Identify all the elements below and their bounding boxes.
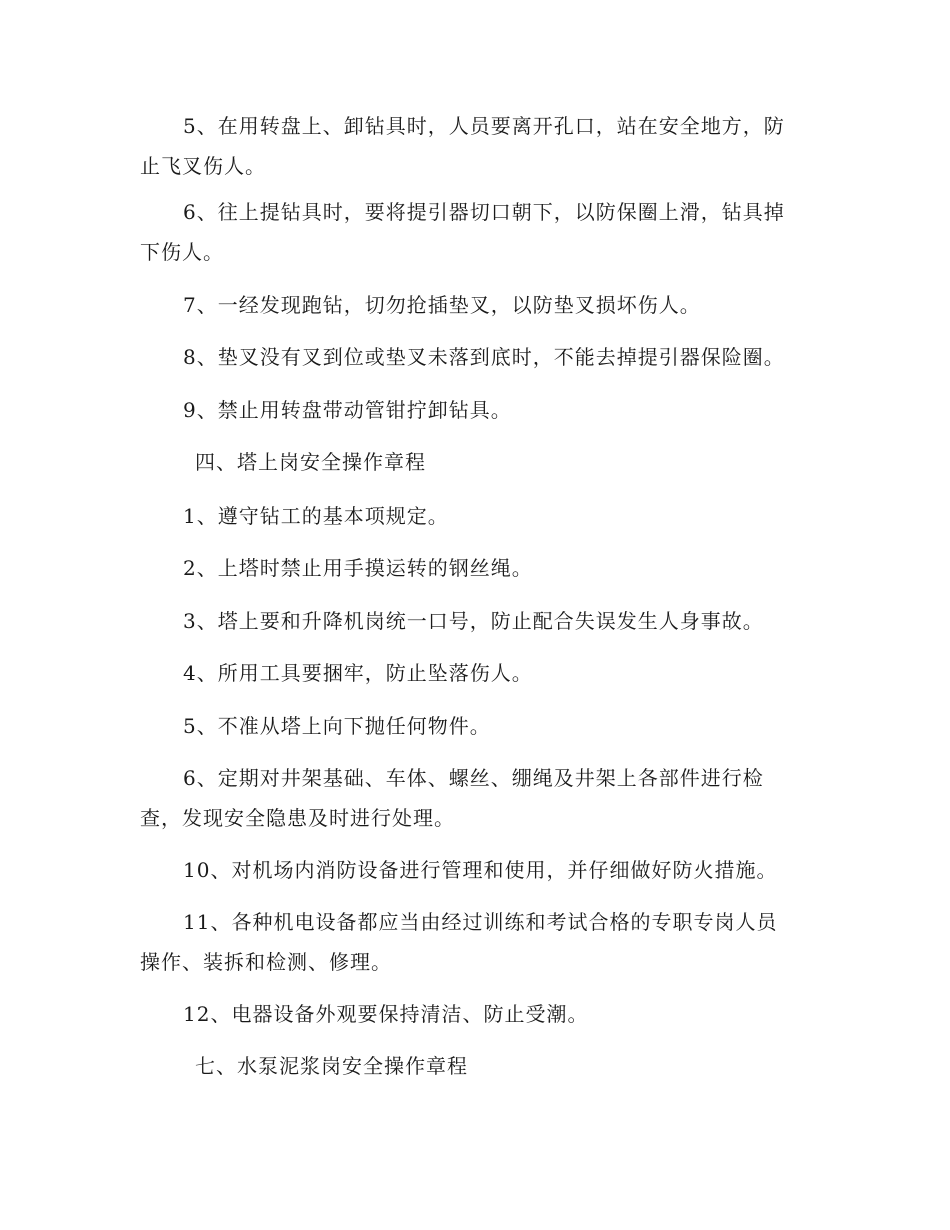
- paragraph-item-6-inspection: [140, 758, 810, 838]
- paragraph-item-5-no-throwing: [140, 706, 810, 746]
- section-heading: 七、水泵泥浆岗安全操作章程: [195, 1054, 468, 1078]
- paragraph-line: 3、塔上要和升降机岗统一口号，防止配合失误发生人身事故。: [183, 609, 764, 633]
- paragraph-line: 操作、装拆和检测、修理。: [140, 950, 392, 974]
- paragraph-item-3-signals: [140, 601, 810, 641]
- paragraph-item-8-fork: [140, 337, 810, 377]
- paragraph-item-7-runaway-drill: [140, 285, 810, 325]
- paragraph-item-6-lifting: [140, 192, 810, 272]
- paragraph-line: 10、对机场内消防设备进行管理和使用，并仔细做好防火措施。: [183, 858, 778, 882]
- section-heading-pump-mud: [140, 1046, 810, 1086]
- paragraph-item-1-basic-rules: [140, 496, 810, 536]
- paragraph-item-2-wire-rope: [140, 548, 810, 588]
- paragraph-item-12-electrical: [140, 994, 810, 1034]
- paragraph-line: 1、遵守钻工的基本项规定。: [183, 504, 449, 528]
- paragraph-line: 查，发现安全隐患及时进行处理。: [140, 806, 455, 830]
- paragraph-item-9-turntable-ban: [140, 390, 810, 430]
- paragraph-item-11-equipment: [140, 902, 810, 982]
- paragraph-item-5-turntable: [140, 106, 810, 186]
- paragraph-line: 8、垫叉没有叉到位或垫叉未落到底时，不能去掉提引器保险圈。: [183, 345, 785, 369]
- paragraph-line: 5、不准从塔上向下抛任何物件。: [183, 714, 491, 738]
- paragraph-line: 9、禁止用转盘带动管钳拧卸钻具。: [183, 398, 512, 422]
- section-heading-tower: [140, 442, 810, 482]
- paragraph-line: 2、上塔时禁止用手摸运转的钢丝绳。: [183, 556, 533, 580]
- paragraph-line: 11、各种机电设备都应当由经过训练和考试合格的专职专岗人员: [183, 910, 778, 934]
- paragraph-line: 5、在用转盘上、卸钻具时，人员要离开孔口，站在安全地方，防: [183, 114, 785, 138]
- paragraph-line: 下伤人。: [140, 240, 224, 264]
- section-heading: 四、塔上岗安全操作章程: [195, 450, 426, 474]
- paragraph-line: 12、电器设备外观要保持清洁、防止受潮。: [183, 1002, 589, 1026]
- paragraph-line: 6、往上提钻具时，要将提引器切口朝下，以防保圈上滑，钻具掉: [183, 200, 785, 224]
- paragraph-item-4-tools: [140, 653, 810, 693]
- paragraph-line: 止飞叉伤人。: [140, 154, 266, 178]
- paragraph-line: 4、所用工具要捆牢，防止坠落伤人。: [183, 661, 533, 685]
- paragraph-line: 7、一经发现跑钻，切勿抢插垫叉，以防垫叉损坏伤人。: [183, 293, 701, 317]
- paragraph-item-10-fire: [140, 850, 810, 890]
- paragraph-line: 6、定期对井架基础、车体、螺丝、绷绳及井架上各部件进行检: [183, 766, 764, 790]
